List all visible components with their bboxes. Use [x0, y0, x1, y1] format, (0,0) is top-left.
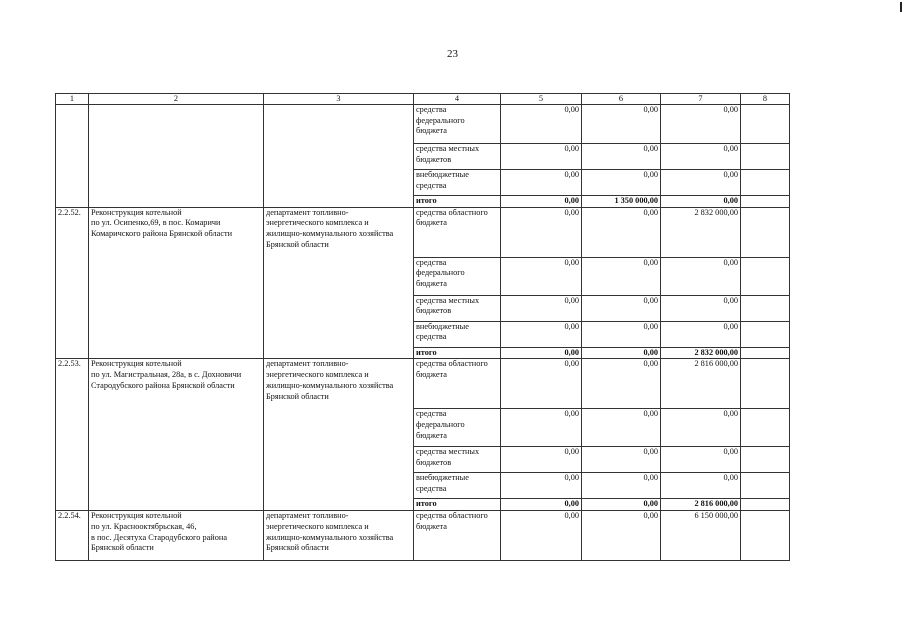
table-header-row: [56, 94, 790, 105]
value-cell: 0,00: [582, 105, 661, 144]
value-cell: 0,00: [501, 409, 582, 447]
source-label: средства федерального бюджета: [414, 105, 501, 144]
table-row: [56, 359, 790, 409]
item-number-cell: [56, 105, 89, 208]
empty-cell: [741, 321, 790, 347]
source-label: внебюджетные средства: [414, 321, 501, 347]
value-cell: 0,00: [501, 447, 582, 473]
value-cell: 0,00: [582, 347, 661, 359]
value-cell: 2 832 000,00: [661, 207, 741, 257]
value-cell: 0,00: [582, 359, 661, 409]
value-cell: 0,00: [501, 257, 582, 295]
empty-cell: [741, 511, 790, 561]
source-label: средства федерального бюджета: [414, 257, 501, 295]
source-label: внебюджетные средства: [414, 473, 501, 499]
empty-cell: [741, 447, 790, 473]
item-name-cell: [89, 105, 264, 208]
value-cell: 6 150 000,00: [661, 511, 741, 561]
value-cell: 0,00: [661, 196, 741, 208]
value-cell: 0,00: [501, 295, 582, 321]
value-cell: 0,00: [582, 257, 661, 295]
value-cell: 0,00: [661, 473, 741, 499]
column-header: 7: [661, 94, 741, 105]
column-header: 6: [582, 94, 661, 105]
budget-table: [55, 93, 790, 561]
value-cell: 0,00: [661, 295, 741, 321]
value-cell: 0,00: [501, 144, 582, 170]
source-label: итого: [414, 196, 501, 208]
value-cell: 0,00: [501, 170, 582, 196]
value-cell: 0,00: [582, 473, 661, 499]
item-number-cell: 2.2.52.: [56, 207, 89, 359]
empty-cell: [741, 499, 790, 511]
value-cell: 0,00: [661, 105, 741, 144]
empty-cell: [741, 257, 790, 295]
value-cell: 0,00: [501, 511, 582, 561]
value-cell: 0,00: [501, 347, 582, 359]
source-label: средства областного бюджета: [414, 207, 501, 257]
value-cell: 0,00: [661, 447, 741, 473]
value-cell: 0,00: [501, 196, 582, 208]
value-cell: 2 816 000,00: [661, 359, 741, 409]
item-executor-cell: департамент топливно- энергетического комплекса и жилищно-коммунального хозяйства Брянской области: [264, 207, 414, 359]
value-cell: 0,00: [582, 295, 661, 321]
value-cell: 0,00: [582, 144, 661, 170]
page-number: 23: [447, 48, 458, 60]
value-cell: 2 832 000,00: [661, 347, 741, 359]
source-label: средства областного бюджета: [414, 511, 501, 561]
value-cell: 1 350 000,00: [582, 196, 661, 208]
empty-cell: [741, 170, 790, 196]
empty-cell: [741, 473, 790, 499]
empty-cell: [741, 105, 790, 144]
value-cell: 0,00: [582, 207, 661, 257]
value-cell: 0,00: [501, 359, 582, 409]
empty-cell: [741, 196, 790, 208]
source-label: средства федерального бюджета: [414, 409, 501, 447]
value-cell: 0,00: [582, 447, 661, 473]
empty-cell: [741, 295, 790, 321]
value-cell: 0,00: [661, 321, 741, 347]
value-cell: 0,00: [661, 409, 741, 447]
table-row: [56, 207, 790, 257]
value-cell: 0,00: [582, 170, 661, 196]
column-header: 1: [56, 94, 89, 105]
value-cell: 2 816 000,00: [661, 499, 741, 511]
item-executor-cell: [264, 105, 414, 208]
item-name-cell: Реконструкция котельной по ул. Осипенко,69, в пос. Комаричи Комаричского района Брянской области: [89, 207, 264, 359]
value-cell: 0,00: [501, 321, 582, 347]
item-executor-cell: департамент топливно- энергетического комплекса и жилищно-коммунального хозяйства Брянской области: [264, 511, 414, 561]
item-executor-cell: департамент топливно- энергетического комплекса и жилищно-коммунального хозяйства Брянской области: [264, 359, 414, 511]
value-cell: 0,00: [582, 499, 661, 511]
source-label: средства местных бюджетов: [414, 295, 501, 321]
column-header: 2: [89, 94, 264, 105]
source-label: итого: [414, 347, 501, 359]
item-number-cell: 2.2.53.: [56, 359, 89, 511]
empty-cell: [741, 347, 790, 359]
value-cell: 0,00: [501, 207, 582, 257]
empty-cell: [741, 144, 790, 170]
value-cell: 0,00: [582, 511, 661, 561]
table-row: [56, 511, 790, 561]
value-cell: 0,00: [661, 144, 741, 170]
item-name-cell: Реконструкция котельной по ул. Краснооктябрьская, 46, в пос. Десятуха Стародубского района Брянской области: [89, 511, 264, 561]
empty-cell: [741, 207, 790, 257]
column-header: 5: [501, 94, 582, 105]
value-cell: 0,00: [582, 321, 661, 347]
value-cell: 0,00: [582, 409, 661, 447]
value-cell: 0,00: [501, 105, 582, 144]
value-cell: 0,00: [501, 473, 582, 499]
table-row: [56, 105, 790, 144]
item-number-cell: 2.2.54.: [56, 511, 89, 561]
value-cell: 0,00: [661, 257, 741, 295]
item-name-cell: Реконструкция котельной по ул. Магистральная, 28а, в с. Дохновичи Стародубского района Брянской области: [89, 359, 264, 511]
column-header: 8: [741, 94, 790, 105]
source-label: средства местных бюджетов: [414, 447, 501, 473]
value-cell: 0,00: [501, 499, 582, 511]
empty-cell: [741, 359, 790, 409]
source-label: средства местных бюджетов: [414, 144, 501, 170]
column-header: 3: [264, 94, 414, 105]
source-label: внебюджетные средства: [414, 170, 501, 196]
empty-cell: [741, 409, 790, 447]
source-label: итого: [414, 499, 501, 511]
source-label: средства областного бюджета: [414, 359, 501, 409]
scan-edge-mark: [900, 2, 902, 12]
value-cell: 0,00: [661, 170, 741, 196]
column-header: 4: [414, 94, 501, 105]
